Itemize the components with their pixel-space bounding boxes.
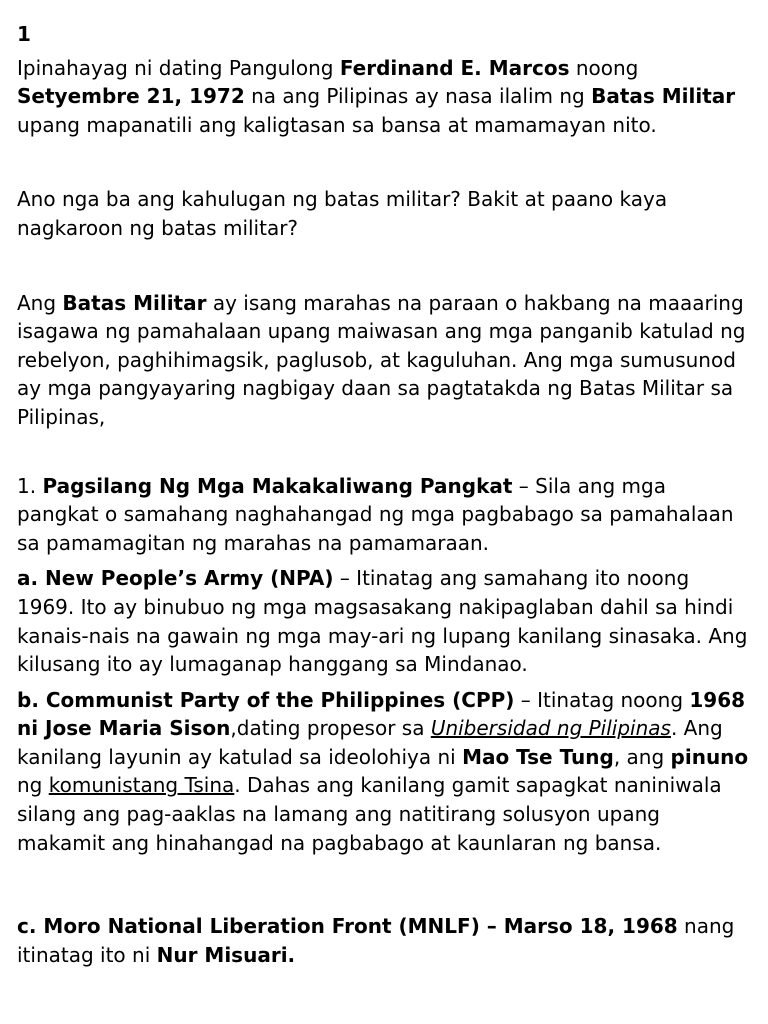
intro-paragraph: Ipinahayag ni dating Pangulong Ferdinand E. Marcos noong Setyembre 21, 1972 na ang Pilipinas ay nasa ilalim ng Batas Militar upang mapanatili ang kaligtasan sa bansa at mamamayan nito. (17, 55, 736, 137)
marcos-name: Ferdinand E. Marcos (339, 55, 570, 80)
up-link[interactable]: Unibersidad ng Pilipinas (430, 716, 671, 741)
document-page (17, 20, 752, 969)
list-item-npa: a. New People’s Army (NPA) – Itinatag ang samahang ito noong 1969. Ito ay binubuo ng mga magsasakang nakipaglaban dahil sa hindi kanais-nais na gawain ng mga may-ari ng lupang kanilang sinasaka. Ang kilusang ito ay lumaganap hanggang sa Mindanao. (17, 566, 748, 677)
mao-name: Mao Tse Tung (462, 744, 614, 769)
batas-militar-term-2: Batas Militar (62, 290, 207, 315)
definition-paragraph: Ang Batas Militar ay isang marahas na paraan o hakbang na maaaring isagawa ng pamahalaan upang maiwasan ang mga panganib katulad ng rebelyon, paghihimagsik, paglusob, at kaguluhan. Ang mga sumusunod ay mga pangyayaring nagbigay daan sa pagtatakda ng Batas Militar sa Pilipinas, (17, 290, 746, 429)
mnlf-heading: c. Moro National Liberation Front (MNLF) – Marso 18, 1968 (17, 914, 678, 939)
list-item-cpp: b. Communist Party of the Philippines (CPP) – Itinatag noong 1968 ni Jose Maria Sison,dating propesor sa Unibersidad ng Pilipinas. Ang kanilang layunin ay katulad sa ideolohiya ni Mao Tse Tung, ang pinuno ng komunistang Tsina. Dahas ang kanilang gamit sapagkat naniniwala silang ang pag-aaklas na lamang ang natitirang solusyon upang makamit ang hinahangad na pagbabago at kaunlaran ng bansa. (17, 687, 749, 855)
page-number: 1 (17, 22, 31, 46)
komunistang-tsina-link[interactable]: komunistang Tsina (48, 773, 235, 798)
batas-militar-term: Batas Militar (591, 84, 736, 109)
list-item-1-heading: Pagsilang Ng Mga Makakaliwang Pangkat (42, 473, 513, 498)
npa-heading: a. New People’s Army (NPA) (17, 566, 334, 591)
list-item-1: 1. Pagsilang Ng Mga Makakaliwang Pangkat – Sila ang mga pangkat o samahang naghahangad ng mga pagbabago sa pamahalaan sa pamamagitan ng marahas na pamamaraan. (17, 473, 734, 555)
declaration-date: Setyembre 21, 1972 (17, 84, 245, 109)
cpp-founder: 1968 ni Jose Maria Sison (17, 687, 746, 741)
misuari-name: Nur Misuari. (156, 942, 296, 967)
list-item-mnlf: c. Moro National Liberation Front (MNLF) – Marso 18, 1968 nang itinatag ito ni Nur Misuari. (17, 914, 735, 967)
cpp-heading: b. Communist Party of the Philippines (CPP) (17, 687, 515, 712)
question-paragraph: Ano nga ba ang kahulugan ng batas militar? Bakit at paano kaya nagkaroon ng batas militar? (17, 187, 668, 240)
pinuno-term: pinuno (670, 744, 749, 769)
